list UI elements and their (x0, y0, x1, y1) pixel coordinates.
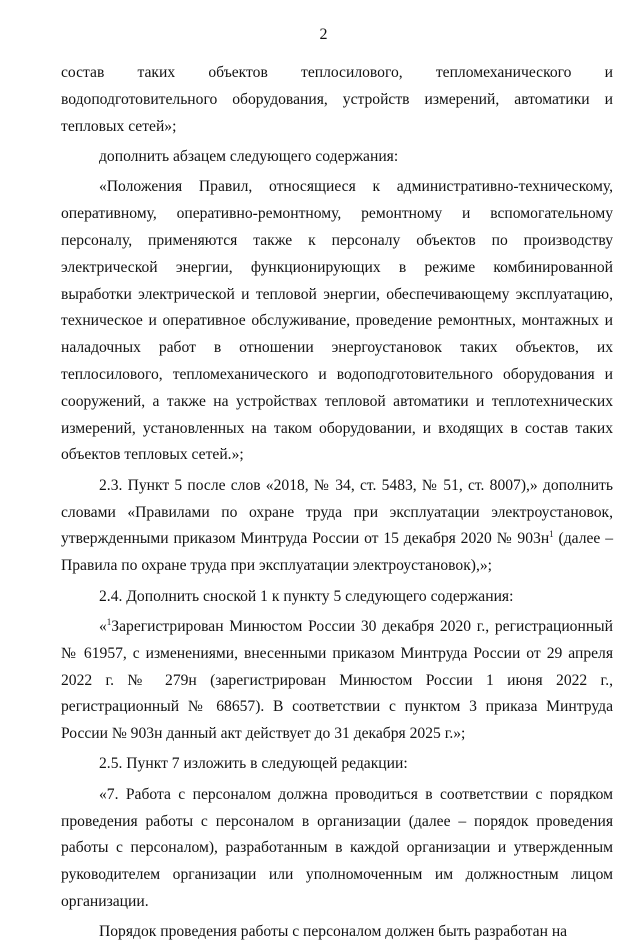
paragraph-3-quote (61, 174, 613, 469)
paragraph-2-4-text: 2.4. Дополнить сноской 1 к пункту 5 следующего содержания: (99, 587, 514, 605)
document-body (61, 60, 613, 946)
page-number: 2 (319, 26, 328, 43)
paragraph-2-3-text-after: (далее – Правила по охране труда при эксплуатации электроустановок),»; (61, 530, 614, 575)
paragraph-last-text: Порядок проведения работы с персоналом должен быть разработан на (99, 923, 568, 941)
paragraph-7 (61, 782, 613, 916)
paragraph-7-text: «7. Работа с персоналом должна проводиться в соответствии с порядком проведения работы с персоналом в организации (далее – порядок проведения работы с персоналом), разработанным в каждой организации и утвержденным руководителем организации или уполномоченным им должностным лицом организации. (61, 785, 613, 911)
paragraph-3-text: «Положения Правил, относящиеся к административно-техническому, оперативному, оперативно-ремонтному, ремонтному и вспомогательному персоналу, применяются также к персоналу объектов по производству электрической энергии, функционирующих в режиме комбинированной выработки электрической и тепловой энергии, обеспечивающему эксплуатацию, техническое и оперативное обслуживание, проведение ремонтных, монтажных и наладочных работ в отношении энергоустановок таких объектов, их теплосилового, тепломеханического и водоподготовительного оборудования и сооружений, а также на устройствах тепловой автоматики и теплотехнических измерений, установленных на таком оборудовании, и входящих в состав таких объектов тепловых сетей.»; (61, 178, 613, 464)
paragraph-2-4 (61, 584, 613, 611)
paragraph-last (61, 919, 613, 946)
paragraph-2-5-text: 2.5. Пункт 7 изложить в следующей редакции: (99, 755, 408, 773)
paragraph-1 (61, 60, 613, 140)
paragraph-2-text: дополнить абзацем следующего содержания: (99, 147, 399, 165)
paragraph-2-3 (61, 473, 613, 580)
paragraph-footnote-text (61, 614, 613, 748)
paragraph-2-3-text: 2.3. Пункт 5 после слов «2018, № 34, ст. 5483, № 51, ст. 8007),» дополнить словами «Правилами по охране труда при эксплуатации электроустановок, утвержденными приказом Минтруда России от 15 декабря 2020 № 903н (61, 476, 613, 548)
paragraph-2 (61, 144, 613, 171)
paragraph-2-5 (61, 751, 613, 778)
footnote-mark: 1 (549, 529, 554, 540)
footnote-open-quote: « (99, 617, 107, 635)
paragraph-1-text: состав таких объектов теплосилового, тепломеханического и водоподготовительного оборудования, устройств измерений, автоматики и тепловых сетей»; (61, 64, 613, 135)
footnote-mark-2: 1 (106, 616, 112, 627)
footnote-body: Зарегистрирован Минюстом России 30 декабря 2020 г., регистрационный № 61957, с изменениями, внесенными приказом Минтруда России от 29 апреля 2022 г. № 279н (зарегистрирован Минюстом России 1 июня 2022 г., регистрационный № 68657). В соответствии с пунктом 3 приказа Минтруда России № 903н данный акт действует до 31 декабря 2025 г.»; (61, 617, 613, 743)
